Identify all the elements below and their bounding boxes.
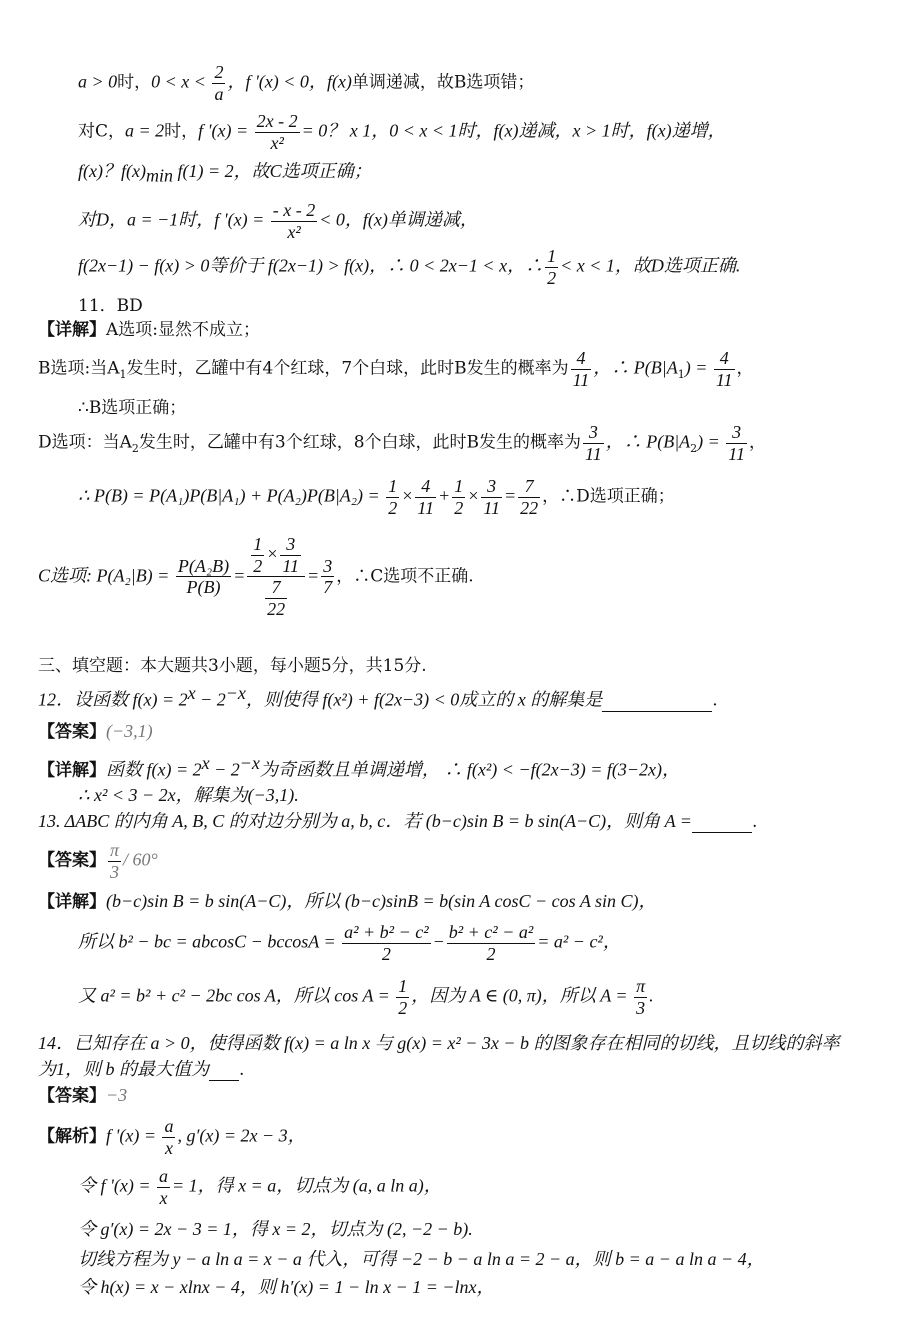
analysis-14 xyxy=(38,1116,306,1158)
label: 【答案】 xyxy=(38,722,106,742)
math: a = 2 xyxy=(125,120,165,141)
math: 令 g′(x) = 2x − 3 = 1，得 x = 2，切点为 (2, −2 − b). xyxy=(78,1219,473,1239)
denominator: 2 xyxy=(253,555,263,576)
answer-blank xyxy=(692,811,752,833)
math: a > 0 xyxy=(78,71,118,92)
answer-blank xyxy=(209,1059,239,1081)
fraction xyxy=(726,422,747,464)
question-14-cont xyxy=(38,1058,244,1081)
fraction xyxy=(545,246,558,288)
superscript: −x xyxy=(239,753,260,773)
answer-value: −3 xyxy=(106,1085,128,1105)
detail-12-cont xyxy=(78,784,299,807)
numerator: 2x - 2 xyxy=(256,111,298,131)
text: 单调递减，故B选项错； xyxy=(351,72,535,93)
b-option-11 xyxy=(38,348,754,390)
numerator: P(A₂B) xyxy=(177,555,230,576)
math: < x < 1，故D选项正确. xyxy=(560,255,741,276)
text: . xyxy=(712,690,718,711)
math: 对D，a = −1时，f '(x) = xyxy=(78,209,269,230)
math: ，则使得 f(x²) + f(2x−3) < 0成立的 x 的解集是 xyxy=(245,689,603,710)
fraction xyxy=(176,556,231,598)
math: f(x)？f(x) xyxy=(78,161,146,181)
math: = xyxy=(307,565,320,586)
denominator: 2 xyxy=(388,497,398,518)
math: × xyxy=(467,485,480,506)
math: ∴ P(B) = P(A₁)P(B|A₁) + P(A₂)P(B|A₂) = xyxy=(78,485,385,506)
superscript: −x xyxy=(225,683,246,703)
math: < 0，f(x)单调递减， xyxy=(319,209,478,230)
fraction xyxy=(342,922,430,964)
math: (b−c)sin B = b sin(A−C)，所以 (b−c)sinB = b(sin A cosC − cos A sin C)， xyxy=(106,891,657,911)
line-c-min xyxy=(78,160,372,187)
denominator: 7 xyxy=(323,577,333,598)
math: − 2 xyxy=(195,689,226,710)
denominator: 11 xyxy=(715,369,733,390)
math: f(1) = 2，故C选项正确； xyxy=(172,161,372,181)
denominator: x² xyxy=(287,221,301,242)
numerator: 3 xyxy=(726,422,747,444)
math: ，∴ P(B|A xyxy=(605,431,691,452)
fraction xyxy=(583,422,604,464)
fraction xyxy=(481,476,502,518)
pb-total xyxy=(78,476,675,518)
denominator: 2 xyxy=(398,997,408,1018)
line-d-option xyxy=(78,200,478,242)
line-b-option xyxy=(78,62,534,104)
math: ，f '(x) < 0， xyxy=(227,71,327,92)
math: 所以 b² − bc = abcosC − bccosA = xyxy=(78,931,341,952)
fraction xyxy=(321,556,334,598)
math: = xyxy=(233,565,246,586)
denominator xyxy=(247,577,305,619)
numerator: 1 xyxy=(454,476,464,496)
text: . xyxy=(239,1060,245,1080)
text: ， xyxy=(736,358,754,379)
math: , g′(x) = 2x − 3， xyxy=(177,1125,306,1146)
d-option-11 xyxy=(38,422,766,464)
numerator: 2 xyxy=(214,62,224,82)
numerator: a² + b² − c² xyxy=(344,922,429,942)
math: 13. ΔABC 的内角 A, B, C 的对边分别为 a, b, c．若 (b−c)sin B = b sin(A−C)，则角 A = xyxy=(38,811,692,831)
numerator: a xyxy=(158,1166,168,1186)
denominator: x xyxy=(164,1137,173,1158)
math: f '(x) = xyxy=(198,120,253,141)
denominator: 11 xyxy=(585,443,602,464)
text: 三、填空题：本大题共3小题，每小题5分，共15分. xyxy=(38,656,427,676)
math: 为1，则 b 的最大值为 xyxy=(38,1059,209,1079)
math: ) = xyxy=(684,357,712,378)
fraction xyxy=(162,1116,175,1158)
label: 【答案】 xyxy=(38,1086,106,1106)
fraction xyxy=(255,111,300,153)
denominator: 11 xyxy=(728,443,745,464)
detail-13-b xyxy=(78,922,621,964)
question-11-answer xyxy=(78,296,143,317)
math: 0 < x < xyxy=(151,71,211,92)
fraction xyxy=(447,922,535,964)
text: 对C， xyxy=(78,121,126,142)
math: f '(x) = xyxy=(106,1125,161,1146)
numerator: π xyxy=(636,976,646,996)
math: − 2 xyxy=(209,759,240,780)
numerator: 3 xyxy=(323,555,333,576)
numerator xyxy=(247,534,305,577)
denominator: 2 xyxy=(486,943,496,964)
math: 又 a² = b² + c² − 2bc cos A，所以 cos A = xyxy=(78,985,395,1006)
math: f(x) xyxy=(326,71,352,92)
numerator: 4 xyxy=(571,348,592,370)
denominator: 3 xyxy=(110,861,120,882)
text: B选项:当A xyxy=(38,358,120,379)
text: 时， xyxy=(117,72,152,93)
answer-blank xyxy=(602,690,712,712)
fraction xyxy=(157,1166,170,1208)
fraction xyxy=(265,577,287,619)
math: − xyxy=(432,931,445,952)
denominator: 22 xyxy=(267,599,286,620)
question-12 xyxy=(38,682,718,712)
numerator: 1 xyxy=(253,534,263,554)
text: A选项:显然不成立； xyxy=(106,320,261,340)
math: = xyxy=(504,485,517,506)
denominator: 11 xyxy=(417,497,435,518)
fraction xyxy=(415,476,436,518)
numerator: b² + c² − a² xyxy=(448,922,534,942)
math: ) = xyxy=(697,431,725,452)
numerator: 4 xyxy=(714,348,735,370)
math: + xyxy=(438,485,451,506)
numerator: 7 xyxy=(265,577,287,599)
analysis-14-e xyxy=(78,1276,495,1299)
subscript: 2 xyxy=(690,442,698,456)
math: ，∴ P(B|A xyxy=(593,357,678,378)
answer-value: / 60° xyxy=(123,849,158,870)
section-3-heading xyxy=(38,656,427,677)
math: ，因为 A ∈ (0, π)，所以 A = xyxy=(411,985,633,1006)
denominator: 3 xyxy=(636,997,646,1018)
math: = a² − c²， xyxy=(537,931,621,952)
superscript: x xyxy=(201,753,210,773)
denominator: x² xyxy=(270,132,284,153)
denominator: 2 xyxy=(547,267,557,288)
fraction xyxy=(280,534,301,576)
line-c-option xyxy=(78,111,726,153)
detail-12 xyxy=(38,752,680,782)
text: ， xyxy=(748,432,766,453)
analysis-14-d xyxy=(78,1248,765,1271)
fraction xyxy=(714,348,735,390)
line-d-conclusion xyxy=(78,246,740,288)
math: 14．已知存在 a > 0，使得函数 f(x) = a ln x 与 g(x) = x² − 3x − b 的图象存在相同的切线，且切线的斜率 xyxy=(38,1033,840,1053)
label: 【详解】 xyxy=(38,892,106,912)
denominator: a xyxy=(214,83,224,104)
denominator: P(B) xyxy=(186,577,221,598)
answer-12 xyxy=(38,720,153,743)
denominator: 11 xyxy=(282,555,300,576)
text: 11．BD xyxy=(78,296,143,316)
detail-11 xyxy=(38,320,260,341)
c-option-11 xyxy=(38,534,474,620)
answer-14 xyxy=(38,1084,127,1107)
subscript: min xyxy=(145,165,173,186)
fraction xyxy=(108,840,121,882)
numerator: - x - 2 xyxy=(272,200,316,220)
question-14 xyxy=(38,1032,840,1055)
subscript: 1 xyxy=(119,368,127,382)
math: f(2x−1) − f(x) > 0等价于 f(2x−1) > f(x)，∴ 0 < 2x−1 < x，∴ xyxy=(78,255,544,276)
complex-fraction xyxy=(247,534,305,620)
numerator: 3 xyxy=(280,534,301,556)
math: 令 h(x) = x − xlnx − 4，则 h′(x) = 1 − ln x − 1 = −lnx， xyxy=(78,1277,495,1297)
answer-13 xyxy=(38,840,158,882)
numerator: a xyxy=(164,1116,174,1136)
fraction xyxy=(452,476,465,518)
denominator: 11 xyxy=(483,497,501,518)
denominator: x xyxy=(159,1187,168,1208)
question-13 xyxy=(38,810,757,833)
text: D选项：当A xyxy=(38,432,132,453)
math: 函数 f(x) = 2 xyxy=(106,759,202,780)
numerator: 4 xyxy=(415,476,436,498)
label: 【详解】 xyxy=(38,760,106,781)
text: 时， xyxy=(164,121,199,142)
math: × xyxy=(266,543,279,564)
subscript: 1 xyxy=(677,368,685,382)
fraction xyxy=(571,348,592,390)
subscript: 2 xyxy=(131,442,139,456)
superscript: x xyxy=(187,683,196,703)
math: 切线方程为 y − a ln a = x − a 代入，可得 −2 − b − a ln a = 2 − a，则 b = a − a ln a − 4， xyxy=(78,1249,765,1269)
numerator: 7 xyxy=(518,476,540,498)
analysis-14-c xyxy=(78,1218,473,1241)
numerator: π xyxy=(110,840,120,860)
analysis-14-b xyxy=(78,1166,442,1208)
b-option-conclusion xyxy=(78,398,186,419)
math: 为奇函数且单调递增， ∴ f(x²) < −f(2x−3) = f(3−2x)， xyxy=(259,759,680,780)
text: 发生时，乙罐中有3个红球，8个白球，此时B发生的概率为 xyxy=(138,432,582,453)
answer-value: (−3,1) xyxy=(106,721,153,741)
fraction xyxy=(518,476,540,518)
numerator: 3 xyxy=(583,422,604,444)
text: ，∴D选项正确； xyxy=(542,486,675,507)
detail-13-c xyxy=(78,976,654,1018)
fraction xyxy=(212,62,225,104)
math: C选项: P(A₂|B) = xyxy=(38,565,174,586)
label: 【解析】 xyxy=(38,1126,106,1147)
label: 【详解】 xyxy=(38,320,106,340)
math: 12．设函数 f(x) = 2 xyxy=(38,689,188,710)
numerator: 1 xyxy=(398,976,408,996)
fraction xyxy=(386,476,399,518)
math: = 0？ x 1，0 < x < 1时，f(x)递减，x > 1时，f(x)递增， xyxy=(301,120,726,141)
math: . xyxy=(649,985,654,1006)
math: × xyxy=(401,485,414,506)
math: ∴ x² < 3 − 2x，解集为(−3,1). xyxy=(78,785,299,805)
denominator: 2 xyxy=(381,943,391,964)
text: ∴B选项正确； xyxy=(78,398,187,418)
label: 【答案】 xyxy=(38,850,106,871)
denominator: 2 xyxy=(454,497,464,518)
denominator: 22 xyxy=(520,497,539,518)
fraction xyxy=(396,976,409,1018)
fraction xyxy=(634,976,647,1018)
numerator: 1 xyxy=(547,246,557,266)
numerator: 1 xyxy=(388,476,398,496)
numerator: 3 xyxy=(481,476,502,498)
denominator: 11 xyxy=(572,369,590,390)
math: = 1，得 x = a，切点为 (a, a ln a)， xyxy=(171,1175,442,1196)
fraction xyxy=(251,534,264,576)
math: 令 f '(x) = xyxy=(78,1175,155,1196)
text: 发生时，乙罐中有4个红球，7个白球，此时B发生的概率为 xyxy=(126,358,569,379)
fraction xyxy=(271,200,317,242)
text: ，∴C选项不正确. xyxy=(336,566,474,587)
text: . xyxy=(751,812,758,832)
detail-13 xyxy=(38,890,657,913)
